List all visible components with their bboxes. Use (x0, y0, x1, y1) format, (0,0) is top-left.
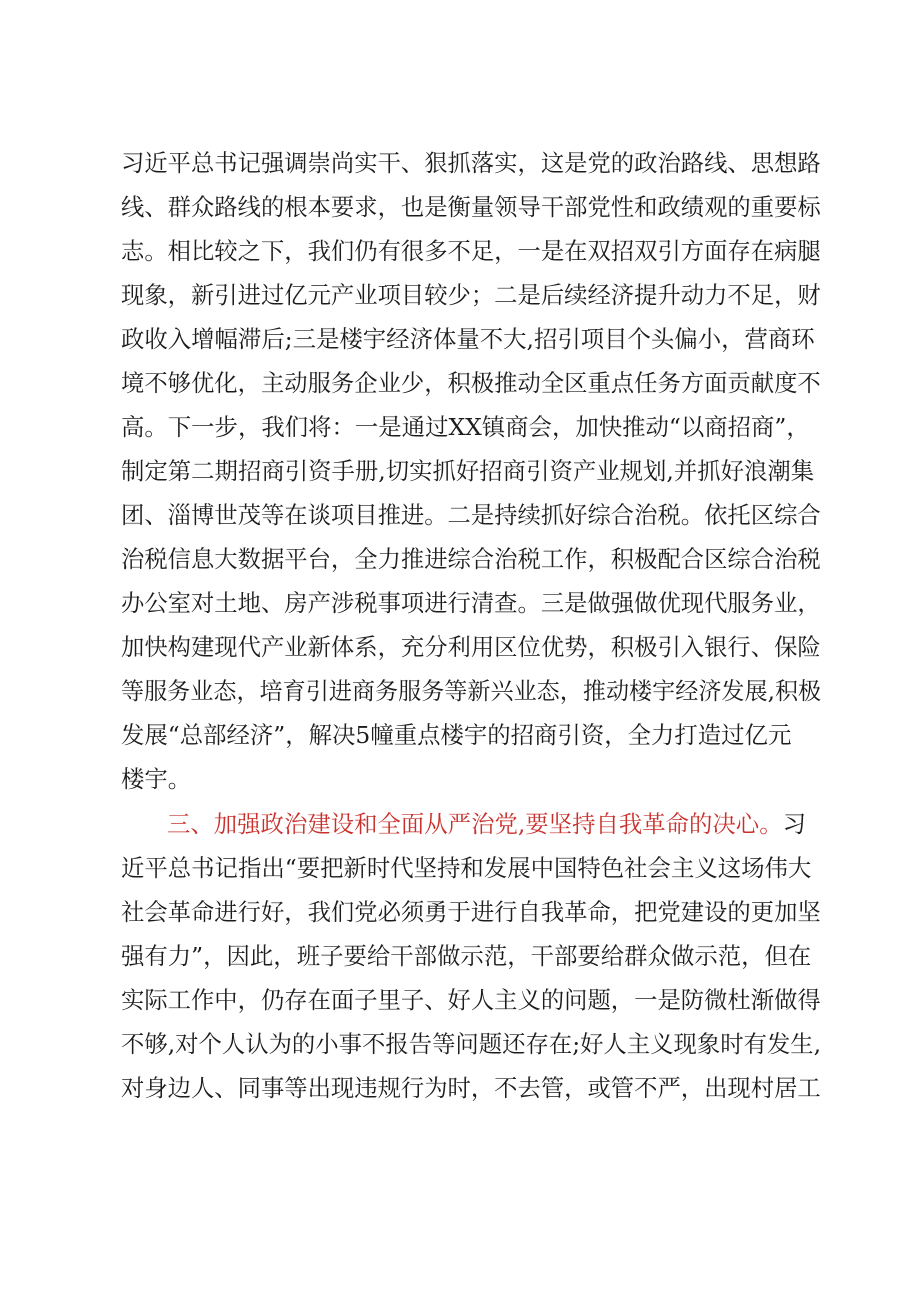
section-heading: 三、加强政治建设和全面从严治党,要坚持自我革命的决心。 (167, 810, 783, 838)
heading-continuation: 习 (782, 810, 806, 838)
text-line: 加快构建现代产业新体系，充分利用区位优势，积极引入银行、保险 (121, 633, 821, 661)
text-line (167, 805, 821, 843)
text-line: 对身边人、同事等出现违规行为时，不去管，或管不严，出现村居工 (121, 1074, 821, 1102)
text-line: 社会革命进行好，我们党必须勇于进行自我革命，把党建设的更加坚 (121, 898, 821, 926)
text-line: 治税信息大数据平台，全力推进综合治税工作，积极配合区综合治税 (121, 545, 821, 573)
text-line: 实际工作中，仍存在面子里子、好人主义的问题，一是防微杜渐做得 (121, 986, 821, 1014)
text-line: 等服务业态，培育引进商务服务等新兴业态，推动楼宇经济发展,积极 (121, 677, 822, 705)
text-line: 办公室对土地、房产涉税事项进行清查。三是做强做优现代服务业， (121, 589, 821, 617)
text-line: 高。下一步，我们将：一是通过XX镇商会，加快推动“以商招商”， (121, 413, 810, 441)
text-line: 不够,对个人认为的小事不报告等问题还存在;好人主义现象时有发生, (121, 1030, 822, 1058)
text-line: 强有力”，因此，班子要给干部做示范，干部要给群众做示范，但在 (121, 942, 812, 970)
text-line: 近平总书记指出“要把新时代坚持和发展中国特色社会主义这场伟大 (121, 854, 812, 882)
text-line: 志。相比较之下，我们仍有很多不足，一是在双招双引方面存在病腿 (121, 237, 821, 265)
text-line: 线、群众路线的根本要求，也是衡量领导干部党性和政绩观的重要标 (121, 193, 821, 221)
text-line: 楼宇。 (121, 765, 192, 793)
text-line: 制定第二期招商引资手册,切实抓好招商引资产业规划,并抓好浪潮集 (121, 457, 815, 485)
text-line: 现象，新引进过亿元产业项目较少；二是后续经济提升动力不足，财 (121, 281, 821, 309)
text-line: 发展“总部经济”，解决5幢重点楼宇的招商引资，全力打造过亿元 (121, 721, 792, 749)
text-line: 境不够优化，主动服务企业少，积极推动全区重点任务方面贡献度不 (121, 369, 821, 397)
text-line: 团、淄博世茂等在谈项目推进。二是持续抓好综合治税。依托区综合 (121, 501, 821, 529)
text-line: 习近平总书记强调崇尚实干、狠抓落实，这是党的政治路线、思想路 (121, 149, 821, 177)
text-line: 政收入增幅滞后;三是楼宇经济体量不大,招引项目个头偏小，营商环 (121, 325, 815, 353)
